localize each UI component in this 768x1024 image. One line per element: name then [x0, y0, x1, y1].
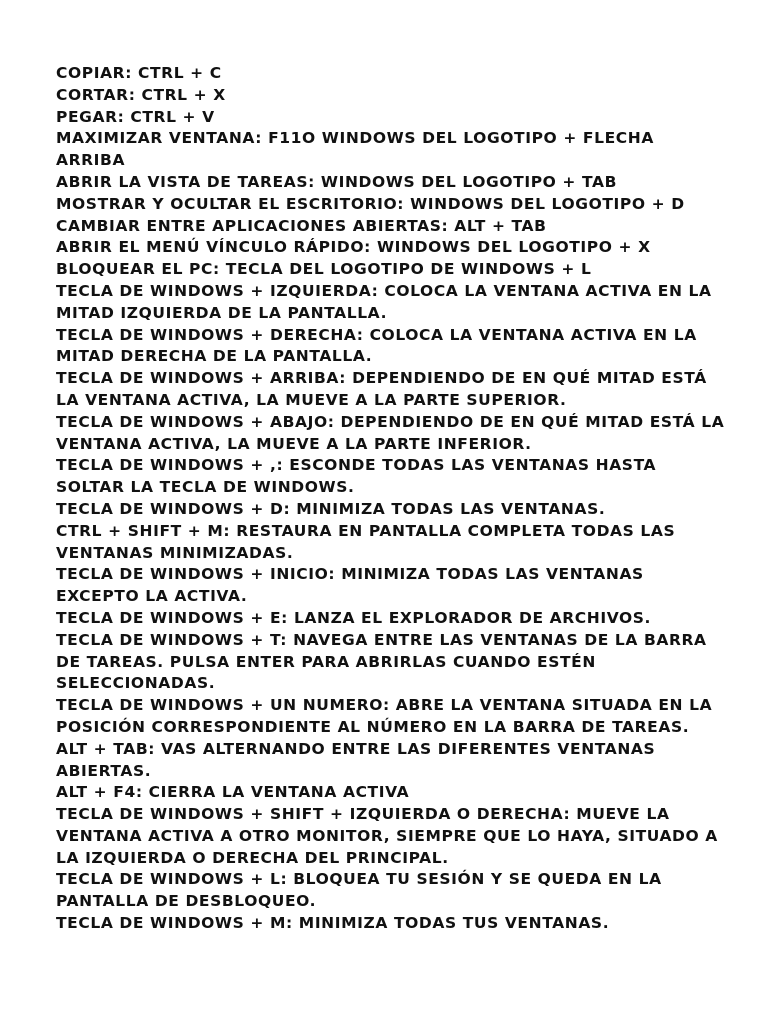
shortcut-line-win-arriba: TECLA DE WINDOWS + ARRIBA: DEPENDIENDO DE EN QUÉ MITAD ESTÁ LA VENTANA ACTIVA, LA MUEVE A LA PARTE SUPERIOR. — [56, 369, 707, 409]
shortcut-line-win-inicio: TECLA DE WINDOWS + INICIO: MINIMIZA TODAS LAS VENTANAS EXCEPTO LA ACTIVA. — [56, 565, 644, 606]
shortcut-line-win-derecha: TECLA DE WINDOWS + DERECHA: COLOCA LA VENTANA ACTIVA EN LA MITAD DERECHA DE LA PANTALLA. — [56, 325, 697, 366]
shortcut-line-win-shift: TECLA DE WINDOWS + SHIFT + IZQUIERDA O DERECHA: MUEVE LA VENTANA ACTIVA A OTRO MONITOR, SIEMPRE QUE LO HAYA, SITUADO A LA IZQUIERDA O DERECHA DEL PRINCIPAL. — [56, 805, 718, 867]
shortcut-line-win-d: TECLA DE WINDOWS + D: MINIMIZA TODAS LAS VENTANAS. — [56, 499, 606, 518]
shortcut-line-win-abajo: TECLA DE WINDOWS + ABAJO: DEPENDIENDO DE EN QUÉ MITAD ESTÁ LA VENTANA ACTIVA, LA MUEVE A LA PARTE INFERIOR. — [56, 412, 725, 453]
shortcut-line-win-m: TECLA DE WINDOWS + M: MINIMIZA TODAS TUS VENTANAS. — [56, 914, 610, 933]
shortcut-line-escritorio: MOSTRAR Y OCULTAR EL ESCRITORIO: WINDOWS DEL LOGOTIPO + D — [56, 194, 685, 213]
shortcut-line-vinculo-rapido: ABRIR EL MENÚ VÍNCULO RÁPIDO: WINDOWS DEL LOGOTIPO + X — [56, 238, 651, 257]
shortcut-line-cortar: CORTAR: CTRL + X — [56, 85, 226, 104]
shortcut-line-cambiar-apps: CAMBIAR ENTRE APLICACIONES ABIERTAS: ALT + TAB — [56, 216, 547, 235]
shortcut-line-vista-tareas: ABRIR LA VISTA DE TAREAS: WINDOWS DEL LOGOTIPO + TAB — [56, 172, 617, 191]
shortcut-line-alt-f4: ALT + F4: CIERRA LA VENTANA ACTIVA — [56, 783, 410, 802]
shortcut-line-win-e: TECLA DE WINDOWS + E: LANZA EL EXPLORADOR DE ARCHIVOS. — [56, 608, 652, 627]
shortcut-line-win-t: TECLA DE WINDOWS + T: NAVEGA ENTRE LAS VENTANAS DE LA BARRA DE TAREAS. PULSA ENTER PARA ABRIRLAS CUANDO ESTÉN SELECCIONADAS. — [56, 630, 707, 693]
shortcut-line-ctrl-shift-m: CTRL + SHIFT + M: RESTAURA EN PANTALLA COMPLETA TODAS LAS VENTANAS MINIMIZADAS. — [56, 521, 676, 562]
shortcut-list — [56, 63, 728, 935]
shortcut-line-win-numero: TECLA DE WINDOWS + UN NUMERO: ABRE LA VENTANA SITUADA EN LA POSICIÓN CORRESPONDIENTE AL NÚMERO EN LA BARRA DE TAREAS. — [56, 696, 713, 736]
shortcut-line-win-izquierda: TECLA DE WINDOWS + IZQUIERDA: COLOCA LA VENTANA ACTIVA EN LA MITAD IZQUIERDA DE LA PANTALLA. — [56, 281, 712, 322]
shortcut-line-win-l: TECLA DE WINDOWS + L: BLOQUEA TU SESIÓN Y SE QUEDA EN LA PANTALLA DE DESBLOQUEO. — [56, 870, 662, 911]
shortcut-line-win-coma: TECLA DE WINDOWS + ,: ESCONDE TODAS LAS VENTANAS HASTA SOLTAR LA TECLA DE WINDOWS. — [56, 456, 657, 497]
shortcut-line-pegar: PEGAR: CTRL + V — [56, 107, 215, 126]
shortcut-line-bloquear: BLOQUEAR EL PC: TECLA DEL LOGOTIPO DE WINDOWS + L — [56, 260, 592, 279]
shortcut-line-copiar: COPIAR: CTRL + C — [56, 64, 222, 82]
shortcut-line-maximizar: MAXIMIZAR VENTANA: F11O WINDOWS DEL LOGOTIPO + FLECHA ARRIBA — [56, 129, 654, 170]
shortcut-line-alt-tab: ALT + TAB: VAS ALTERNANDO ENTRE LAS DIFERENTES VENTANAS ABIERTAS. — [56, 739, 656, 780]
